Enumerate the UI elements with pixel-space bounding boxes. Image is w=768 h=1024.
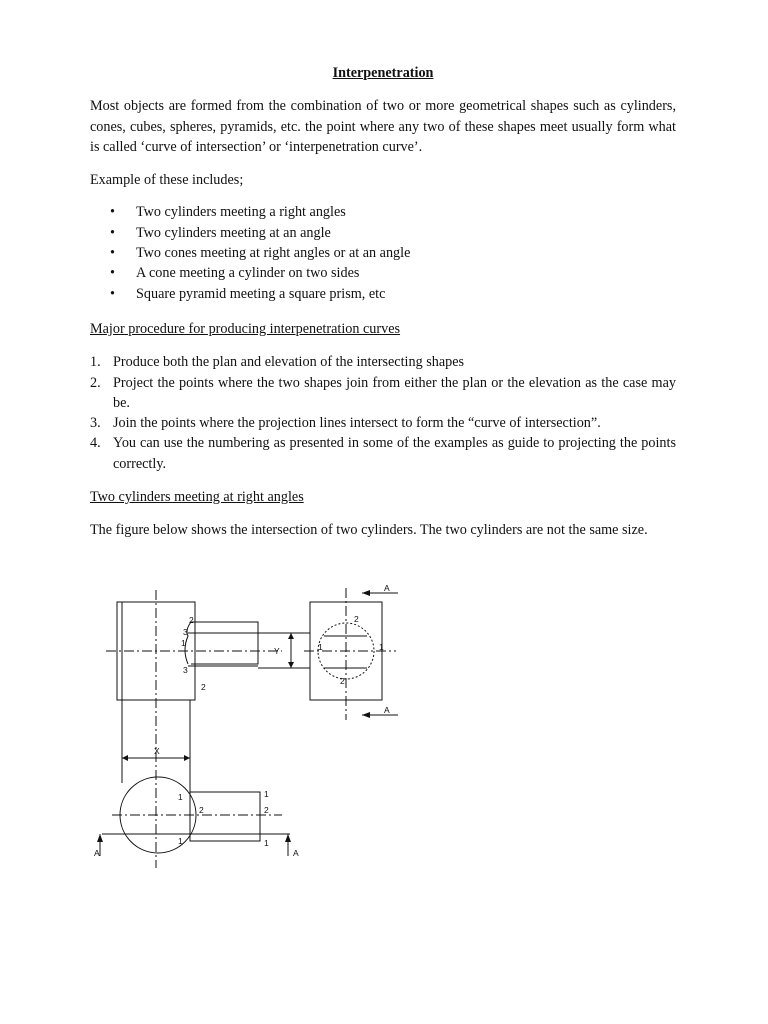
arrow-icon [97,834,103,842]
document-page [90,63,676,541]
bullet-icon: • [110,224,115,241]
procedure-list [90,352,676,474]
label-2: 2 [354,614,359,624]
arrow-icon [288,662,294,668]
label-1: 1 [318,642,323,652]
arrow-icon [285,834,291,842]
list-item [90,263,676,283]
arrow-icon [362,712,370,718]
label-1: 1 [181,638,186,648]
bullet-icon: • [110,245,115,262]
step-text: Produce both the plan and elevation of the intersecting shapes [113,354,465,371]
arrow-icon [362,590,370,596]
label-y: Y [274,646,280,656]
label-2: 2 [199,805,204,815]
list-item [90,243,676,263]
examples-lead: Example of these includes; [90,172,244,189]
bullet-icon: • [110,204,115,221]
list-item [90,413,676,433]
label-2: 2 [201,682,206,692]
section-heading: Two cylinders meeting at right angles [90,489,304,506]
label-x: X [154,746,160,756]
arrow-icon [288,633,294,639]
label-a: A [384,705,390,715]
list-item-text: Square pyramid meeting a square prism, etc [136,285,386,302]
step-text: Project the points where the two shapes join from either the plan or the elevation as the case may be. [113,374,676,411]
arrow-icon [122,755,128,761]
list-item-text: Two cones meeting at right angles or at an angle [136,245,411,262]
label-1: 1 [264,789,269,799]
label-1: 1 [178,792,183,802]
list-item [90,352,676,372]
procedure-heading: Major procedure for producing interpenetration curves [90,320,401,337]
step-number: 2. [90,374,101,391]
list-item [90,433,676,474]
label-2: 2 [340,676,345,686]
list-item [90,223,676,243]
label-a: A [94,848,100,858]
examples-list [90,202,676,303]
list-item [90,284,676,304]
page-title: Interpenetration [332,65,434,81]
step-number: 4. [90,435,101,452]
step-number: 1. [90,354,101,371]
label-2: 2 [264,805,269,815]
list-item-text: Two cylinders meeting at an angle [136,224,331,241]
bullet-icon: • [110,285,115,302]
list-item-text: A cone meeting a cylinder on two sides [136,265,360,282]
cylinder-drawing [92,578,402,878]
label-a: A [384,583,390,593]
label-3: 3 [183,665,188,675]
list-item [90,373,676,414]
list-item [90,202,676,222]
label-1: 1 [379,642,384,652]
label-1: 1 [178,836,183,846]
step-number: 3. [90,415,101,432]
list-item-text: Two cylinders meeting a right angles [136,204,346,221]
bullet-icon: • [110,265,115,282]
intro-paragraph: Most objects are formed from the combination of two or more geometrical shapes such as cylinders, cones, cubes, spheres, pyramids, etc. the point where any two of these shapes meet usually form what is called ‘curve of intersection’ or ‘interpenetration curve’. [90,98,676,155]
elevation-horizontal-cylinder [191,622,258,664]
figure-intro: The figure below shows the intersection of two cylinders. The two cylinders are not the same size. [90,522,648,539]
label-a: A [293,848,299,858]
label-1: 1 [264,838,269,848]
step-text: Join the points where the projection lines intersect to form the “curve of intersection”. [113,415,601,432]
label-3: 3 [183,627,188,637]
label-2: 2 [189,615,194,625]
interpenetration-figure [92,578,402,884]
arrow-icon [184,755,190,761]
step-text: You can use the numbering as presented in some of the examples as guide to projecting the points correctly. [113,435,676,472]
